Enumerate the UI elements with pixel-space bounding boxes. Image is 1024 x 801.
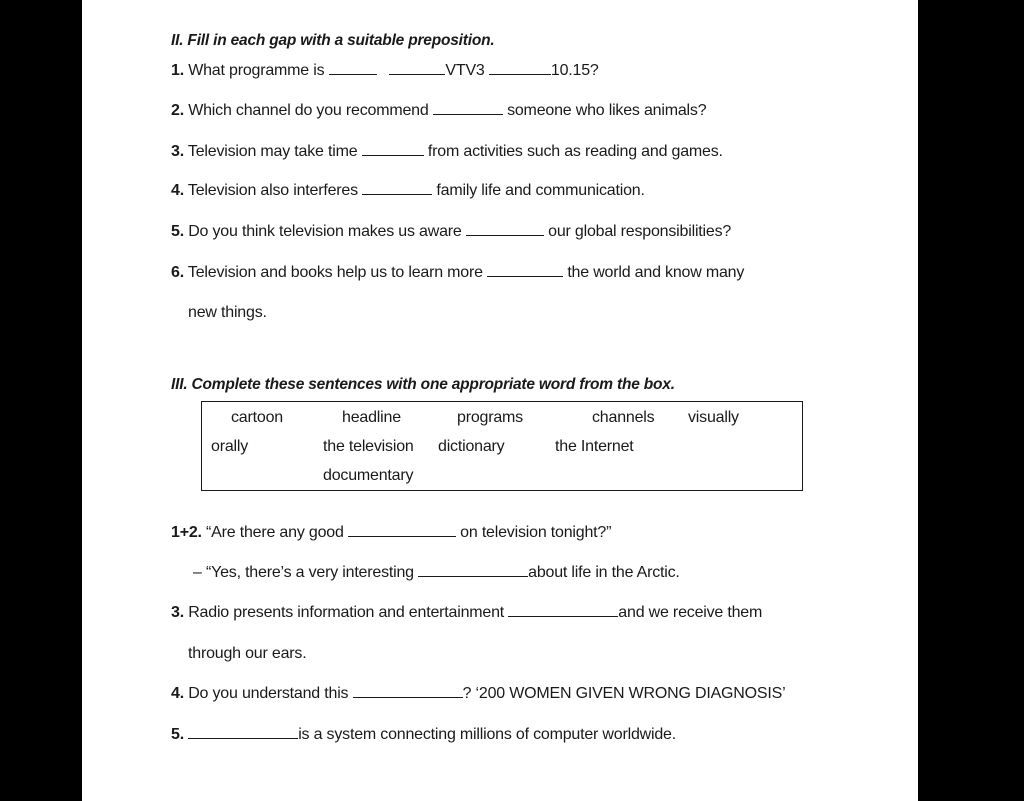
answer-gap[interactable]: [362, 143, 424, 156]
answer-gap[interactable]: [433, 102, 503, 115]
answer-gap[interactable]: [188, 726, 298, 739]
answer-gap[interactable]: [348, 524, 456, 537]
word-box-item: documentary: [323, 467, 414, 484]
question-3-5: 5. is a system connecting millions of computer worldwide.: [171, 726, 677, 743]
answer-gap[interactable]: [389, 62, 445, 75]
answer-gap[interactable]: [329, 62, 377, 75]
word-box-item: orally: [211, 438, 249, 455]
word-box-item: dictionary: [438, 438, 505, 455]
question-2-2: 2. Which channel do you recommend someone who likes animals?: [171, 102, 707, 119]
worksheet-page: [82, 0, 918, 801]
word-box-item: cartoon: [231, 409, 283, 426]
question-2-5: 5. Do you think television makes us aware our global responsibilities?: [171, 223, 732, 240]
answer-gap[interactable]: [466, 223, 544, 236]
question-3-3-continuation: through our ears.: [188, 645, 307, 662]
word-box-item: channels: [592, 409, 655, 426]
question-3-3: 3. Radio presents information and entertainment and we receive them: [171, 604, 763, 621]
question-2-4: 4. Television also interferes family life and communication.: [171, 182, 645, 199]
question-2-1: 1. What programme is VTV3 10.15?: [171, 62, 599, 79]
section-2-heading: II. Fill in each gap with a suitable preposition.: [171, 32, 495, 49]
question-3-4: 4. Do you understand this ? ‘200 WOMEN GIVEN WRONG DIAGNOSIS’: [171, 685, 786, 702]
word-box-item: the Internet: [555, 438, 634, 455]
section-3-heading: III. Complete these sentences with one appropriate word from the box.: [171, 376, 675, 393]
answer-gap[interactable]: [489, 62, 551, 75]
answer-gap[interactable]: [362, 182, 432, 195]
answer-gap[interactable]: [508, 604, 618, 617]
word-box: [201, 401, 803, 491]
word-box-item: headline: [342, 409, 401, 426]
question-2-3: 3. Television may take time from activities such as reading and games.: [171, 143, 723, 160]
question-2-6: 6. Television and books help us to learn more the world and know many: [171, 264, 745, 281]
answer-gap[interactable]: [418, 564, 528, 577]
answer-gap[interactable]: [353, 685, 463, 698]
word-box-item: visually: [688, 409, 739, 426]
answer-gap[interactable]: [487, 264, 563, 277]
question-3-1-2: 1+2. “Are there any good on television tonight?”: [171, 524, 612, 541]
word-box-item: the television: [323, 438, 414, 455]
answer-line-3-1-2: – “Yes, there’s a very interesting about life in the Arctic.: [193, 564, 680, 581]
word-box-item: programs: [457, 409, 523, 426]
question-2-6-continuation: new things.: [188, 304, 267, 321]
